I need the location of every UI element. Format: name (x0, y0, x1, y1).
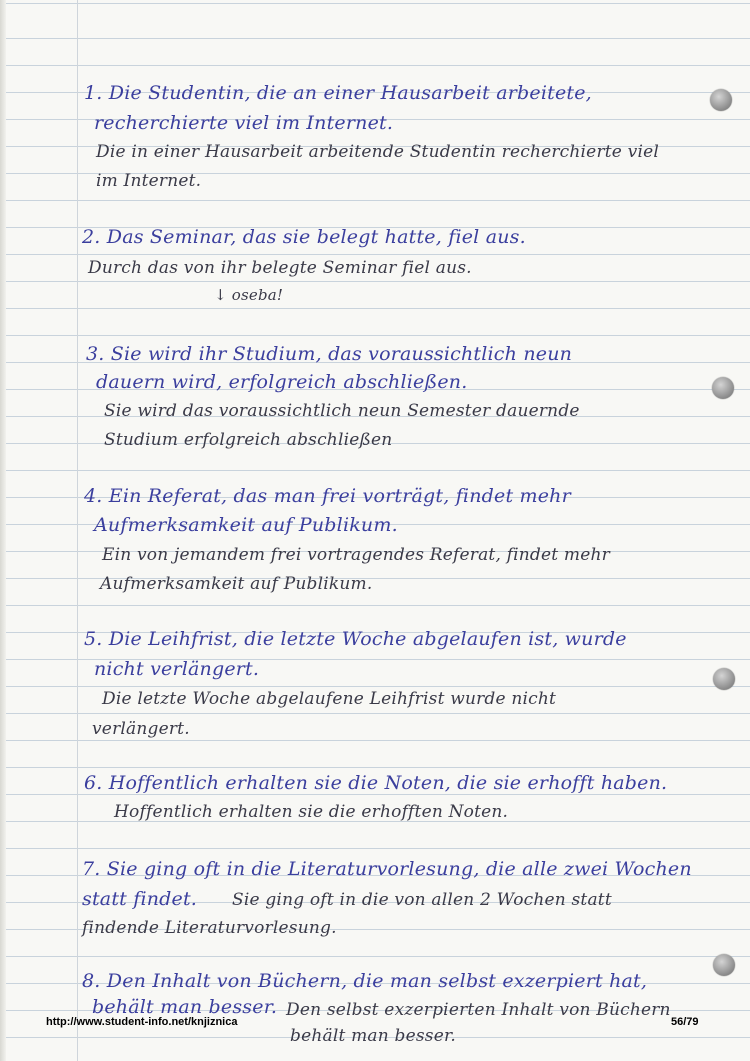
page-number: 56/79 (671, 1016, 699, 1028)
answer-line: findende Literaturvorlesung. (82, 918, 337, 938)
question-line: nicht verlängert. (94, 658, 260, 680)
question-line: statt findet. (82, 888, 198, 910)
question-line: 2. Das Seminar, das sie belegt hatte, fiel aus. (82, 226, 526, 248)
answer-line: Hoffentlich erhalten sie die erhofften Noten. (114, 802, 509, 822)
question-line: Aufmerksamkeit auf Publikum. (94, 514, 398, 536)
answer-line: im Internet. (96, 171, 202, 191)
answer-line: verlängert. (92, 719, 190, 739)
answer-line: Aufmerksamkeit auf Publikum. (100, 574, 373, 594)
question-line: 1. Die Studentin, die an einer Hausarbeit arbeitete, (84, 82, 592, 104)
correction-note: ↓ oseba! (214, 286, 284, 304)
source-url: http://www.student-info.net/knjiznica (46, 1016, 238, 1028)
question-line: behält man besser. (92, 996, 278, 1018)
answer-line: Ein von jemandem frei vortragendes Referat, findet mehr (102, 545, 610, 565)
answer-line: Die letzte Woche abgelaufene Leihfrist wurde nicht (102, 689, 557, 709)
question-line: 8. Den Inhalt von Büchern, die man selbst exzerpiert hat, (82, 970, 648, 992)
punch-hole (710, 89, 732, 111)
punch-hole (713, 668, 735, 690)
margin-line (77, 0, 78, 1061)
paper-edge (0, 0, 6, 1061)
answer-line: behält man besser. (290, 1026, 457, 1046)
question-line: dauern wird, erfolgreich abschließen. (96, 371, 468, 393)
answer-line: Die in einer Hausarbeit arbeitende Studentin recherchierte viel (96, 142, 660, 162)
question-line: 4. Ein Referat, das man frei vorträgt, findet mehr (84, 485, 571, 507)
answer-line: Sie ging oft in die von allen 2 Wochen statt (232, 890, 612, 910)
answer-line: Sie wird das voraussichtlich neun Semester dauernde (104, 401, 580, 421)
answer-line: Durch das von ihr belegte Seminar fiel aus. (88, 258, 472, 278)
question-line: 7. Sie ging oft in die Literaturvorlesung, die alle zwei Wochen (82, 858, 692, 880)
question-line: 3. Sie wird ihr Studium, das voraussichtlich neun (86, 343, 573, 365)
answer-line: Den selbst exzerpierten Inhalt von Büchern (286, 1000, 671, 1020)
answer-line: Studium erfolgreich abschließen (104, 430, 393, 450)
punch-hole (712, 377, 734, 399)
question-line: 6. Hoffentlich erhalten sie die Noten, die sie erhofft haben. (84, 772, 668, 794)
question-line: 5. Die Leihfrist, die letzte Woche abgelaufen ist, wurde (84, 628, 627, 650)
question-line: recherchierte viel im Internet. (94, 112, 394, 134)
punch-hole (713, 954, 735, 976)
